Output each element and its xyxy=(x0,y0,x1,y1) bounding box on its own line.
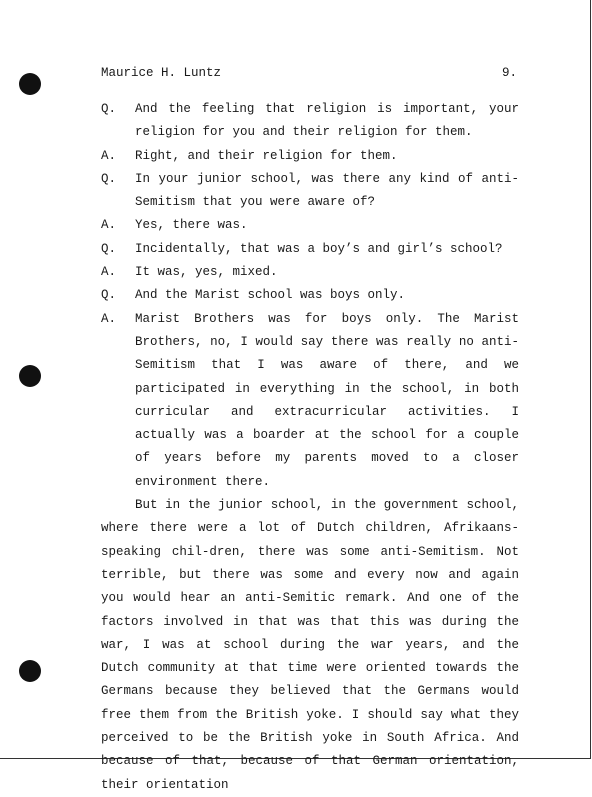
qa-line xyxy=(101,238,519,261)
qa-line xyxy=(101,261,519,284)
speaker-tag: Q. xyxy=(101,171,117,186)
qa-line xyxy=(101,308,519,494)
qa-line xyxy=(101,168,519,215)
speaker-tag: Q. xyxy=(101,241,117,256)
qa-text: Incidentally, that was a boy’s and girl’s school? xyxy=(135,241,503,256)
qa-text: And the feeling that religion is important, your religion for you and their religion for them. xyxy=(135,102,519,140)
qa-line xyxy=(101,214,519,237)
interviewee-name: Maurice H. Luntz xyxy=(101,66,222,80)
qa-text: Yes, there was. xyxy=(135,218,248,233)
qa-text: Right, and their religion for them. xyxy=(135,148,398,163)
qa-line xyxy=(101,284,519,307)
speaker-tag: Q. xyxy=(101,288,117,303)
continuation-paragraph: But in the junior school, in the government school, where there were a lot of Dutch children, Afrikaans-speaking chil-dren, there was some anti-Semitism. Not terrible, but there was some and every now and again you would hear an anti-Semitic remark. And one of the factors involved in that was that this was during the war, I was at school during the war years, and the Dutch community at that time were oriented towards the Germans because they believed that the Germans would free them from the British yoke. I should say what they perceived to be the British yoke in South Africa. And because of that, because of that German orientation, their orientation xyxy=(101,498,519,792)
page-number: 9. xyxy=(501,66,517,80)
qa-text: It was, yes, mixed. xyxy=(135,265,278,280)
speaker-tag: A. xyxy=(101,311,117,326)
qa-line xyxy=(101,145,519,168)
binder-hole-top xyxy=(19,73,41,95)
speaker-tag: A. xyxy=(101,148,117,163)
transcript-body xyxy=(101,98,519,797)
qa-line xyxy=(101,98,519,145)
speaker-tag: Q. xyxy=(101,102,117,116)
speaker-tag: A. xyxy=(101,265,117,280)
binder-hole-middle xyxy=(19,365,41,387)
qa-text: In your junior school, was there any kind of anti-Semitism that you were aware of? xyxy=(135,171,519,210)
qa-text: And the Marist school was boys only. xyxy=(135,288,406,303)
speaker-tag: A. xyxy=(101,218,117,233)
binder-hole-bottom xyxy=(19,660,41,682)
page-header xyxy=(101,66,517,82)
qa-text: Marist Brothers was for boys only. The Marist Brothers, no, I would say there was really no anti-Semitism that I was aware of there, and we participated in everything in the school, in both curricular and extracurricular activities. I actually was a boarder at the school for a couple of years before my parents moved to a closer environment there. xyxy=(135,311,519,489)
